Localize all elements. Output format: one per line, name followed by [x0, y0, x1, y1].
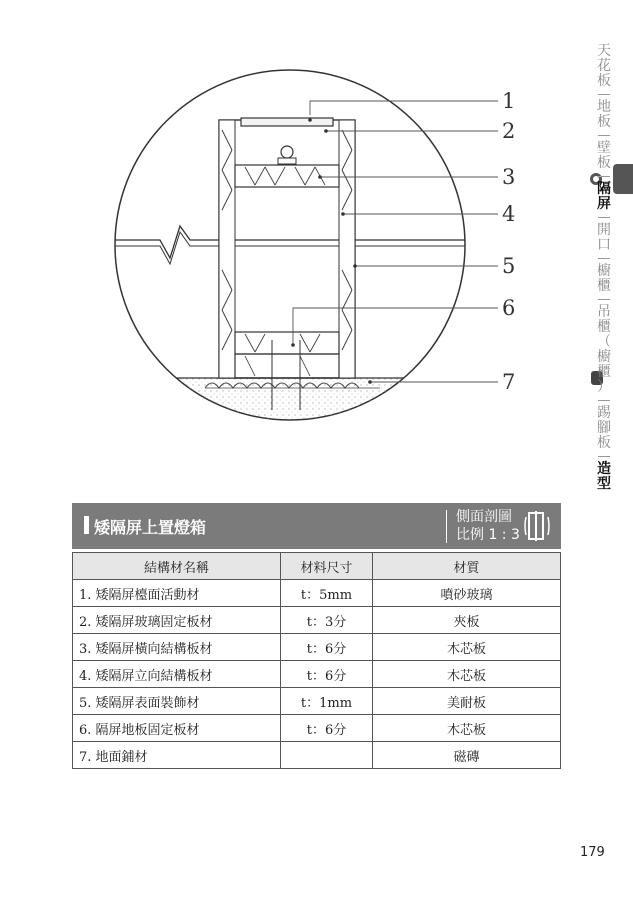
view-scale: 比例 1 : 3	[456, 527, 520, 543]
cell-size: t：6分	[281, 661, 373, 688]
callout-6: 6	[502, 296, 516, 320]
banner-divider	[446, 510, 447, 543]
cell-size: t：5mm	[281, 580, 373, 607]
header-name: 結構材名稱	[73, 553, 281, 580]
nav-item-6[interactable]: 吊 櫃 （ 櫥 櫃 ）	[597, 304, 611, 395]
cell-size: t：3分	[281, 607, 373, 634]
callout-3: 3	[502, 165, 516, 189]
cell-material: 磁磚	[373, 742, 561, 769]
header-material: 材質	[373, 553, 561, 580]
view-info	[456, 508, 520, 544]
section-title-banner	[72, 503, 561, 549]
callout-4: 4	[502, 202, 516, 226]
nav-separator	[598, 135, 610, 136]
nav-item-0[interactable]: 天 花 板	[597, 43, 611, 89]
cell-name: 7. 地面鋪材	[73, 742, 281, 769]
table-row	[73, 742, 561, 769]
table-row	[73, 607, 561, 634]
header-size: 材料尺寸	[281, 553, 373, 580]
chapter-side-nav	[584, 44, 624, 492]
cell-name: 3. 矮隔屏橫向結構板材	[73, 634, 281, 661]
nav-item-7[interactable]: 踢 腳 板	[597, 405, 611, 451]
cell-name: 1. 矮隔屏檯面活動材	[73, 580, 281, 607]
cell-material: 木芯板	[373, 661, 561, 688]
section-title: 矮隔屏上置燈箱	[94, 518, 207, 537]
callout-5: 5	[502, 254, 516, 278]
nav-separator	[598, 176, 610, 177]
cell-material: 木芯板	[373, 715, 561, 742]
table-row	[73, 634, 561, 661]
cell-size: t：6分	[281, 715, 373, 742]
cell-size	[281, 742, 373, 769]
table-row	[73, 580, 561, 607]
cell-material: 噴砂玻璃	[373, 580, 561, 607]
callout-1: 1	[502, 89, 516, 113]
cell-material: 夾板	[373, 607, 561, 634]
nav-item-3[interactable]: 隔 屏	[597, 181, 611, 212]
cell-name: 2. 矮隔屏玻璃固定板材	[73, 607, 281, 634]
table-row	[73, 715, 561, 742]
nav-item-1[interactable]: 地 板	[597, 99, 611, 130]
nav-separator	[598, 217, 610, 218]
cell-material: 美耐板	[373, 688, 561, 715]
nav-separator	[598, 299, 610, 300]
cell-size: t：6分	[281, 634, 373, 661]
nav-separator	[598, 456, 610, 457]
nav-item-8[interactable]: 造 型	[597, 461, 611, 492]
table-row	[73, 661, 561, 688]
callout-7: 7	[502, 370, 516, 394]
cell-name: 4. 矮隔屏立向結構板材	[73, 661, 281, 688]
cell-name: 6. 隔屏地板固定板材	[73, 715, 281, 742]
title-bar-marker	[84, 516, 89, 534]
nav-item-4[interactable]: 開 口	[597, 222, 611, 253]
cell-size: t：1mm	[281, 688, 373, 715]
cell-name: 5. 矮隔屏表面裝飾材	[73, 688, 281, 715]
nav-separator	[598, 400, 610, 401]
cell-material: 木芯板	[373, 634, 561, 661]
nav-separator	[598, 258, 610, 259]
view-type: 側面剖圖	[456, 509, 512, 525]
page-number: 179	[580, 845, 605, 860]
nav-item-5[interactable]: 櫥 櫃	[597, 263, 611, 294]
nav-separator	[598, 94, 610, 95]
table-row	[73, 688, 561, 715]
spec-table	[72, 552, 561, 769]
callout-2: 2	[502, 119, 516, 143]
nav-item-2[interactable]: 壁 板	[597, 140, 611, 171]
section-view-icon	[524, 509, 550, 543]
table-header-row	[73, 553, 561, 580]
